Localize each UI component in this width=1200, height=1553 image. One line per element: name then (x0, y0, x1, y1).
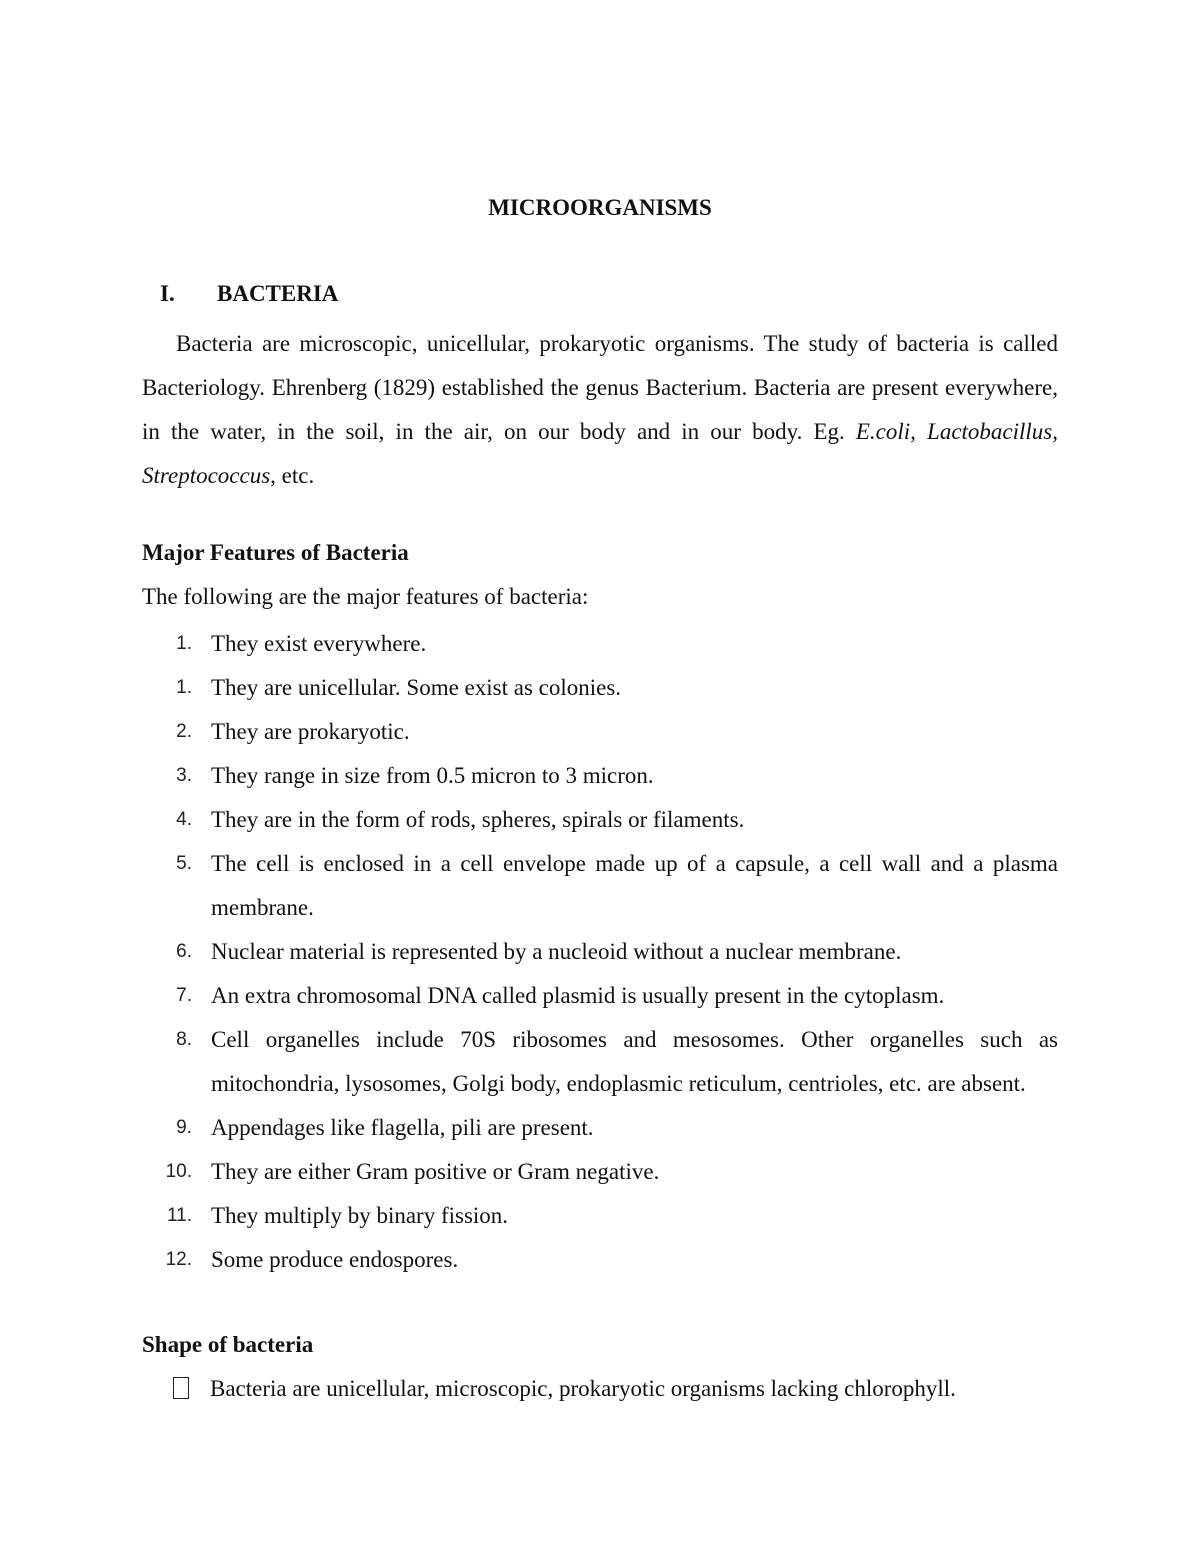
list-marker: 10. (165, 1161, 192, 1182)
list-item (0, 974, 1058, 1018)
document-title (0, 193, 1200, 223)
list-item-text: They are in the form of rods, spheres, spirals or filaments. (211, 807, 745, 832)
list-item-text: Some produce endospores. (211, 1247, 459, 1272)
list-marker: 9. (176, 1117, 192, 1138)
bullet-box-icon (173, 1377, 189, 1399)
list-item (0, 1018, 1058, 1106)
intro-suffix: , etc. (270, 463, 315, 488)
list-item (0, 1238, 1058, 1282)
section-number: I. (160, 281, 175, 306)
list-item-text: An extra chromosomal DNA called plasmid is usually present in the cytoplasm. (211, 983, 945, 1008)
features-heading: Major Features of Bacteria (142, 540, 409, 565)
shape-heading: Shape of bacteria (142, 1332, 314, 1357)
list-item (0, 1194, 1058, 1238)
list-item (0, 1150, 1058, 1194)
intro-examples: E.coli, Lactobacillus, Streptococcus (142, 419, 1058, 488)
shape-bullet (173, 1374, 956, 1404)
list-item (0, 622, 1058, 666)
section-heading (160, 279, 338, 309)
list-marker: 5. (176, 853, 192, 874)
list-marker: 3. (176, 765, 192, 786)
list-item-text: They are prokaryotic. (211, 719, 410, 744)
list-marker: 8. (176, 1029, 192, 1050)
list-item-text: They are either Gram positive or Gram negative. (211, 1159, 660, 1184)
list-item-text: They multiply by binary fission. (211, 1203, 509, 1228)
list-item-text: They are unicellular. Some exist as colonies. (211, 675, 622, 700)
list-marker: 4. (176, 809, 192, 830)
list-marker: 1. (176, 633, 192, 654)
list-item (0, 710, 1058, 754)
list-item-text: They exist everywhere. (211, 631, 427, 656)
section-title: BACTERIA (217, 281, 339, 306)
list-item (0, 930, 1058, 974)
intro-text: Bacteria are microscopic, unicellular, prokaryotic organisms. The study of bacteria is called Bacteriology. Ehrenberg (1829) established the genus Bacterium. Bacteria are present everywhere, in the water, in the soil, in the air, on our body and in our body. Eg. (142, 331, 1058, 444)
title-text: MICROORGANISMS (488, 195, 712, 220)
features-lead: The following are the major features of bacteria: (142, 584, 589, 609)
list-item-text: Cell organelles include 70S ribosomes and mesosomes. Other organelles such as mitochondria, lysosomes, Golgi body, endoplasmic reticulum, centrioles, etc. are absent. (211, 1027, 1058, 1096)
list-item (0, 1106, 1058, 1150)
list-marker: 1. (176, 677, 192, 698)
list-marker: 6. (176, 941, 192, 962)
list-item-text: Nuclear material is represented by a nucleoid without a nuclear membrane. (211, 939, 902, 964)
list-item (0, 842, 1058, 930)
list-item-text: The cell is enclosed in a cell envelope made up of a capsule, a cell wall and a plasma membrane. (211, 851, 1058, 920)
list-item (0, 754, 1058, 798)
list-marker: 12. (165, 1249, 192, 1270)
features-list (0, 622, 1200, 1282)
list-marker: 11. (166, 1205, 192, 1226)
list-item-text: Appendages like flagella, pili are present. (211, 1115, 594, 1140)
list-marker: 2. (176, 721, 192, 742)
list-marker: 7. (176, 985, 192, 1006)
list-item (0, 798, 1058, 842)
intro-paragraph (142, 322, 1058, 498)
shape-bullet-text: Bacteria are unicellular, microscopic, prokaryotic organisms lacking chlorophyll. (210, 1376, 956, 1401)
list-item (0, 666, 1058, 710)
list-item-text: They range in size from 0.5 micron to 3 micron. (211, 763, 654, 788)
